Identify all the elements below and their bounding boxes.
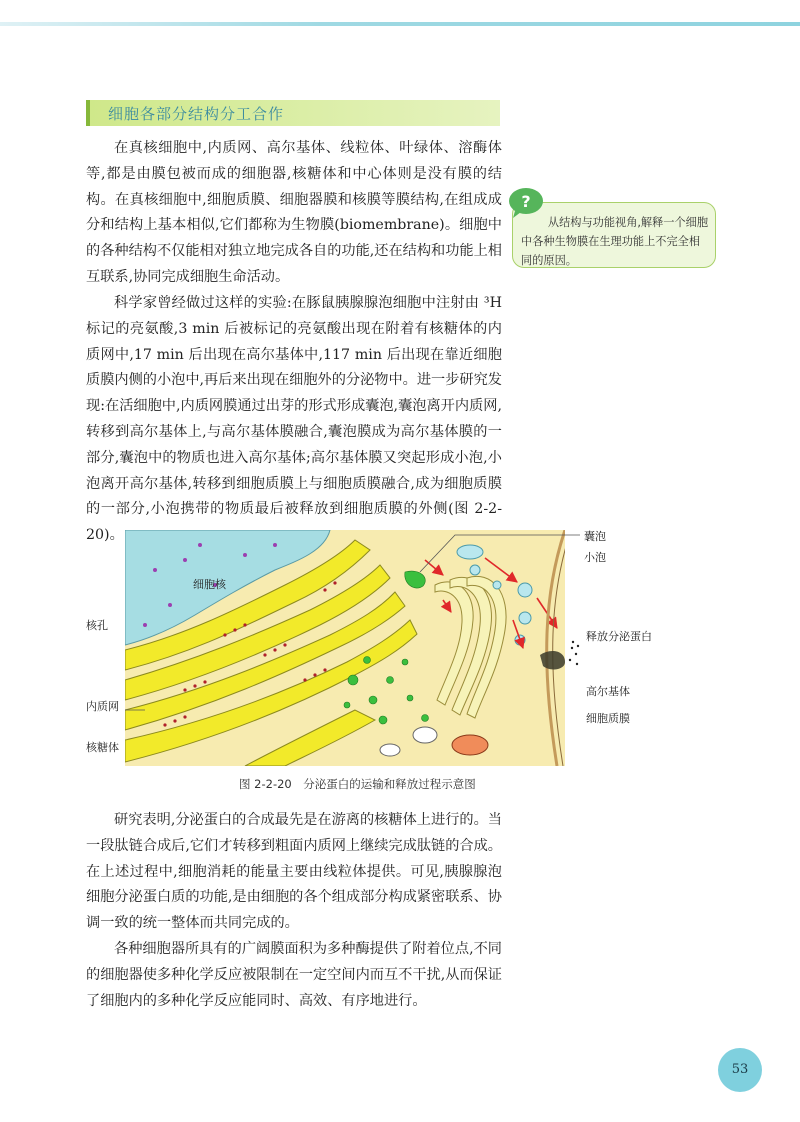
thinking-sidebar	[512, 192, 716, 268]
section-title: 细胞各部分结构分工合作	[108, 105, 285, 123]
label-membrane: 细胞质膜	[586, 712, 630, 725]
label-small-vesicle: 小泡	[584, 551, 606, 564]
label-golgi: 高尔基体	[586, 685, 630, 698]
paragraph-1: 在真核细胞中,内质网、高尔基体、线粒体、叶绿体、溶酶体等,都是由膜包被而成的细胞器,核糖体和中心体则是没有膜的结构。在真核细胞中,细胞质膜、细胞器膜和核膜等膜结构,在组成成分和结构上基本相似,它们都称为生物膜(biomembrane)。细胞中的各种结构不仅能相对独立地完成各自的功能,还在结构和功能上相互联系,协同完成细胞生命活动。	[86, 140, 502, 285]
figure-caption: 图 2-2-20 分泌蛋白的运输和释放过程示意图	[239, 777, 476, 791]
label-vesicle: 囊泡	[584, 530, 606, 543]
secretory-protein-figure	[125, 530, 580, 766]
paragraph-4: 各种细胞器所具有的广阔膜面积为多种酶提供了附着位点,不同的细胞器使多种化学反应被限制在一定空间内而互不干扰,从而保证了细胞内的多种化学反应能同时、高效、有序地进行。	[86, 941, 502, 1009]
page-number: 53	[718, 1048, 762, 1092]
label-nucleus: 细胞核	[193, 578, 226, 591]
secreted-protein-dots	[569, 641, 579, 665]
top-vesicle	[457, 545, 483, 559]
label-nuclear-pore: 核孔	[86, 619, 108, 632]
cell-diagram	[125, 530, 580, 766]
label-release: 释放分泌蛋白	[586, 630, 652, 643]
label-ribosome: 核糖体	[86, 741, 119, 754]
sidebar-text: 从结构与功能视角,解释一个细胞中各种生物膜在生理功能上不完全相同的原因。	[521, 216, 709, 267]
label-er: 内质网	[86, 700, 119, 713]
top-decorative-line	[0, 22, 800, 26]
paragraph-2: 科学家曾经做过这样的实验:在豚鼠胰腺腺泡细胞中注射由 ³H 标记的亮氨酸,3 min 后被标记的亮氨酸出现在附着有核糖体的内质网中,17 min 后出现在高尔基体中,117 min 后出现在靠近细胞质膜内侧的小泡中,再后来出现在细胞外的分泌物中。进一步研究发现:在活细胞中,内质网膜通过出芽的形式形成囊泡,囊泡离开内质网,转移到高尔基体上,与高尔基体膜融合,囊泡膜成为高尔基体膜的一部分,囊泡中的物质也进入高尔基体;高尔基体膜又突起形成小泡,小泡离开高尔基体,转移到细胞质膜上与细胞质膜融合,成为细胞质膜的一部分,小泡携带的物质最后被释放到细胞质膜的外侧(图 2-2-20)。	[86, 295, 502, 544]
section-banner	[86, 100, 500, 126]
svg-text:?: ?	[521, 192, 531, 211]
small-vesicle	[518, 583, 532, 597]
mitochondrion	[452, 735, 488, 755]
paragraph-3: 研究表明,分泌蛋白的合成最先是在游离的核糖体上进行的。当一段肽链合成后,它们才转移到粗面内质网上继续完成肽链的合成。在上述过程中,细胞消耗的能量主要由线粒体提供。可见,胰腺腺泡细胞分泌蛋白质的功能,是由细胞的各个组成部分构成紧密联系、协调一致的统一整体而共同完成的。	[86, 812, 502, 932]
